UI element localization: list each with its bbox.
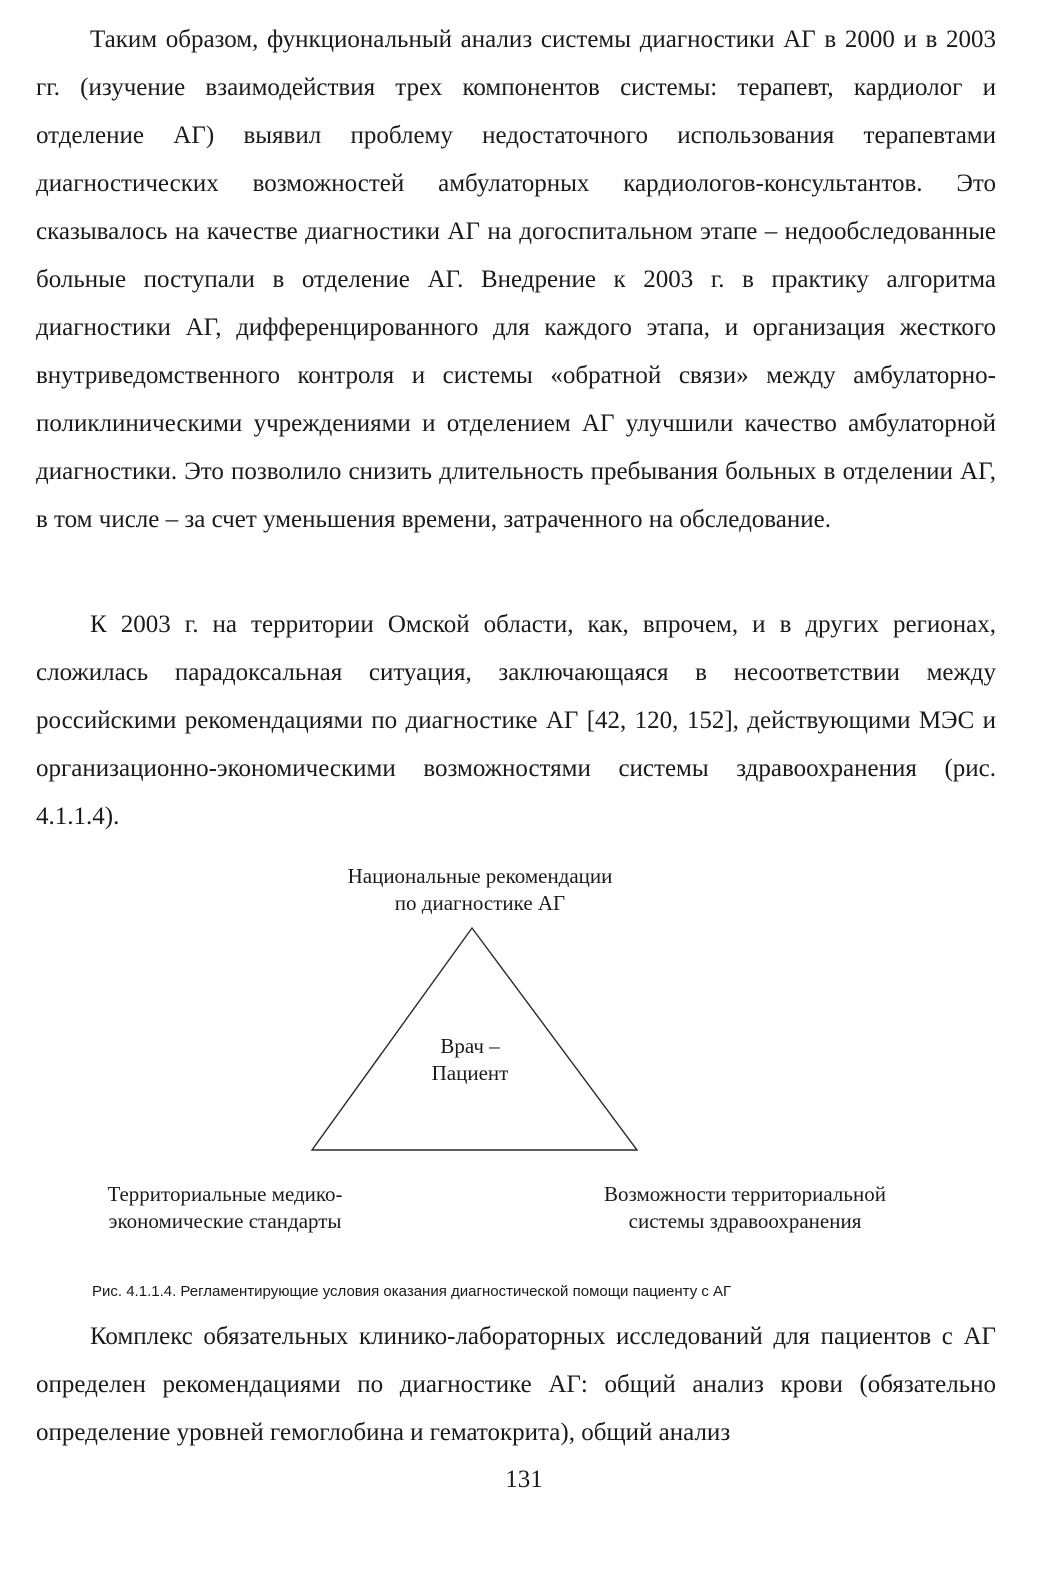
paragraph-1: Таким образом, функциональный анализ системы диагностики АГ в 2000 и в 2003 гг. (изучение взаимодействия трех компонентов системы: терапевт, кардиолог и отделение АГ) выявил проблему недостаточного использования терапевтами диагностических возможностей амбулаторных кардиологов-консультантов. Это сказывалось на качестве диагностики АГ на догоспитальном этапе – недообследованные больные поступали в отделение АГ. Внедрение к 2003 г. в практику алгоритма диагностики АГ, дифференцированного для каждого этапа, и организация жесткого внутриведомственного контроля и системы «обратной связи» между амбулаторно-поликлиническими учреждениями и отделением АГ улучшили качество амбулаторной диагностики. Это позволило снизить длительность пребывания больных в отделении АГ, в том числе – за счет уменьшения времени, затраченного на обследование.: [36, 26, 996, 533]
diagram-label-right-line2: системы здравоохранения: [628, 1209, 862, 1233]
diagram-label-top-line2: по диагностике АГ: [394, 891, 566, 915]
paragraph-3: Комплекс обязательных клинико-лабораторных исследований для пациентов с АГ определен рекомендациями по диагностике АГ: общий анализ крови (обязательно определение уровней гемоглобина и гематокрита), общий анализ: [36, 1323, 996, 1446]
diagram-label-left: [40, 1181, 410, 1235]
diagram-label-left-line1: Территориальные медико-: [107, 1182, 343, 1206]
diagram-label-top-line1: Национальные рекомендации: [347, 864, 613, 888]
figure-caption: Рис. 4.1.1.4. Регламентирующие условия оказания диагностической помощи пациенту с АГ: [92, 1283, 732, 1300]
diagram-label-left-line2: экономические стандарты: [108, 1209, 342, 1233]
diagram-label-top: [240, 863, 720, 917]
diagram-label-right-line1: Возможности территориальной: [604, 1182, 886, 1206]
paragraph-2: К 2003 г. на территории Омской области, как, впрочем, и в других регионах, сложилась парадоксальная ситуация, заключающаяся в несоответствии между российскими рекомендациями по диагностике АГ [42, 120, 152], действующими МЭС и организационно-экономическими возможностями системы здравоохранения (рис. 4.1.1.4).: [36, 611, 996, 830]
diagram-label-center-line2: Пациент: [431, 1061, 509, 1085]
page-number: 131: [505, 1466, 543, 1493]
diagram-label-right: [545, 1181, 945, 1235]
diagram-label-center-line1: Врач –: [440, 1034, 500, 1058]
diagram-label-center: [395, 1033, 545, 1087]
